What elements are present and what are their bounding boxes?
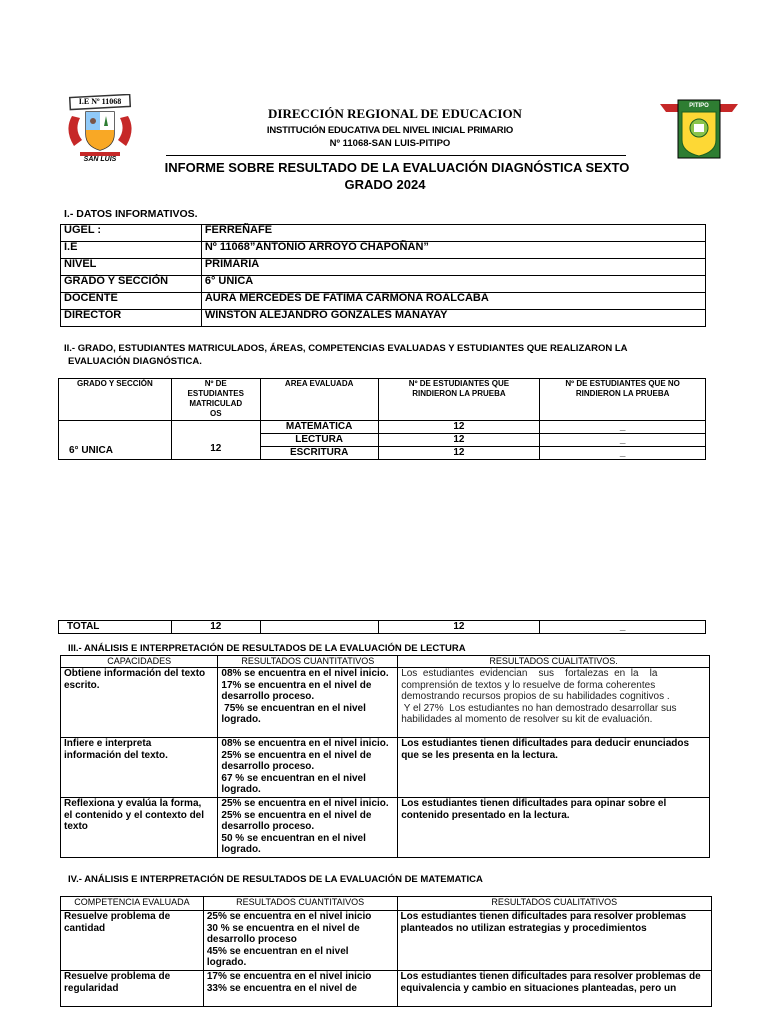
mate-cualitativo-2 — [397, 971, 711, 1007]
cell-grado: 6° UNICA — [59, 421, 172, 460]
mate-cuantitativo-1 — [203, 911, 397, 971]
section1-heading: I.- DATOS INFORMATIVOS. — [64, 208, 198, 220]
total-rindieron: 12 — [378, 621, 540, 634]
lectura-cuant-1-line1: 08% se encuentra en el nivel inicio. — [221, 668, 389, 679]
matricula-table — [58, 378, 706, 460]
lectura-cual-2-line1: Los estudiantes tienen dificultades para deducir enunciados — [401, 738, 690, 749]
datos-label-ie: I.E — [61, 242, 202, 259]
lectura-cuantitativo-1 — [218, 668, 398, 738]
lectura-cuant-2-line4: 67 % se encuentran en el nivel — [221, 772, 366, 784]
lectura-cuant-2-line1: 08% se encuentra en el nivel inicio. — [221, 738, 389, 749]
mate-cuantitativo-2 — [203, 971, 397, 1007]
report-title-line1: INFORME SOBRE RESULTADO DE LA EVALUACIÓN DIAGNÓSTICA SEXTO — [164, 160, 630, 175]
lectura-cuant-3-line2: 25% se encuentra en el nivel de — [221, 809, 372, 821]
mate-cual-2-line1: Los estudiantes tienen dificultades para resolver problemas de — [400, 971, 701, 982]
logo-left-caption: SAN LUIS — [83, 156, 117, 163]
mate-cuant-1-line5: logrado. — [206, 957, 247, 968]
total-no-rindieron: _ — [540, 621, 706, 634]
lectura-cuant-1-line3: desarrollo proceso. — [221, 691, 315, 702]
lectura-cualitativo-2 — [398, 738, 710, 798]
col-matriculados-line3: MATRICULAD — [189, 399, 243, 408]
mate-cuant-2-line1: 17% se encuentra en el nivel inicio — [206, 971, 372, 982]
cell-rindieron-lectura: 12 — [378, 434, 540, 447]
lectura-cual-1-line5: habilidades al momento de resolver su kit de evaluación. — [401, 714, 653, 725]
lectura-cual-3-line2: contenido presentado en la lectura. — [401, 809, 570, 821]
col-matriculados — [171, 379, 260, 421]
mate-cuant-1-line2: 30 % se encuentra en el nivel de — [206, 922, 360, 934]
lectura-capacidad-3-line2: el contenido y el contexto del — [64, 809, 205, 821]
cell-no-rindieron-lectura: _ — [540, 434, 706, 447]
mate-competencia-1-line2: cantidad — [64, 922, 106, 934]
mate-competencia-1 — [61, 911, 204, 971]
lectura-capacidad-3-line3: texto — [64, 821, 88, 832]
mate-cual-1-line1: Los estudiantes tienen dificultades para resolver problemas — [400, 911, 687, 922]
col-no-rindieron-line2: RINDIERON LA PRUEBA — [575, 389, 670, 398]
cell-rindieron-escritura: 12 — [378, 447, 540, 460]
lectura-cuant-3-line5: logrado. — [221, 844, 261, 855]
datos-label-docente: DOCENTE — [61, 293, 202, 310]
lectura-cual-1-line1: Los estudiantes evidencian sus fortalezas en la la — [401, 668, 658, 679]
mate-cualitativo-1 — [397, 911, 711, 971]
report-title-line2: GRADO 2024 — [344, 177, 426, 192]
cell-area-lectura: LECTURA — [260, 434, 378, 447]
lectura-cuantitativo-3 — [218, 798, 398, 858]
mate-competencia-2-line2: regularidad — [64, 982, 119, 994]
datos-value-grado: 6° UNICA — [201, 276, 705, 293]
lectura-cuantitativo-2 — [218, 738, 398, 798]
school-logo-right — [660, 90, 738, 160]
lectura-cualitativo-3 — [398, 798, 710, 858]
mate-cuant-2-line2: 33% se encuentra en el nivel de — [206, 982, 357, 994]
lectura-capacidad-3 — [61, 798, 218, 858]
lectura-col-capacidades: CAPACIDADES — [61, 656, 218, 668]
lectura-cuant-3-line3: desarrollo proceso. — [221, 821, 315, 832]
lectura-capacidad-1 — [61, 668, 218, 738]
col-rindieron — [378, 379, 540, 421]
mate-col-cuantitativos: RESULTADOS CUANTITAIVOS — [203, 897, 397, 911]
mate-competencia-2-line1: Resuelve problema de — [64, 971, 171, 982]
lectura-cual-1-line2: comprensión de textos y lo resuelve de forma coherentes — [401, 679, 656, 691]
total-row-table — [58, 620, 706, 634]
lectura-cual-2-line2: que se les presenta en la lectura. — [401, 749, 558, 761]
datos-value-docente: AURA MERCEDES DE FATIMA CARMONA ROALCABA — [201, 293, 705, 310]
datos-value-ugel: FERREÑAFE — [201, 225, 705, 242]
datos-label-director: DIRECTOR — [61, 310, 202, 327]
lectura-cuant-2-line2: 25% se encuentra en el nivel de — [221, 749, 372, 761]
col-matriculados-line2: ESTUDIANTES — [187, 389, 244, 398]
lectura-cual-1-line3: demostrando recursos propios de su habilidades cognitivos . — [401, 691, 670, 702]
datos-informativos-table — [60, 224, 706, 327]
mate-competencia-1-line1: Resuelve problema de — [64, 911, 171, 922]
mate-cuant-1-line1: 25% se encuentra en el nivel inicio — [206, 911, 372, 922]
lectura-cualitativo-1 — [398, 668, 710, 738]
lectura-capacidad-3-line1: Reflexiona y evalúa la forma, — [64, 798, 202, 809]
cell-no-rindieron-escritura: _ — [540, 447, 706, 460]
lectura-capacidad-1-line1: Obtiene información del texto — [64, 668, 206, 679]
lectura-capacidad-2-line1: Infiere e interpreta — [64, 738, 152, 749]
mate-cual-1-line2: planteados no utilizan estrategias y procedimientos — [400, 922, 647, 934]
mate-cuant-1-line3: desarrollo proceso — [206, 934, 297, 945]
matematica-table — [60, 896, 712, 1007]
col-rindieron-line1: Nº DE ESTUDIANTES QUE — [408, 379, 510, 388]
total-label: TOTAL — [59, 621, 172, 634]
cell-rindieron-matematica: 12 — [378, 421, 540, 434]
datos-value-nivel: PRIMARIA — [201, 259, 705, 276]
mate-cuant-1-line4: 45% se encuentran en el nivel — [206, 945, 349, 957]
lectura-capacidad-2 — [61, 738, 218, 798]
section2-heading-line2: EVALUACIÓN DIAGNÓSTICA. — [68, 356, 202, 367]
lectura-col-cuantitativos: RESULTADOS CUANTITATIVOS — [218, 656, 398, 668]
lectura-cual-1-line4: Y el 27% Los estudiantes no han demostrado desarrollar sus — [401, 702, 677, 714]
cell-area-escritura: ESCRITURA — [260, 447, 378, 460]
header-divider — [166, 155, 626, 156]
lectura-col-cualitativos: RESULTADOS CUALITATIVOS. — [398, 656, 710, 668]
lectura-cuant-2-line3: desarrollo proceso. — [221, 761, 315, 772]
col-matriculados-line1: Nº DE — [204, 379, 227, 388]
header-institution: INSTITUCIÓN EDUCATIVA DEL NIVEL INICIAL PRIMARIO — [266, 125, 514, 136]
col-rindieron-line2: RINDIERON LA PRUEBA — [412, 389, 506, 398]
datos-label-grado: GRADO Y SECCIÓN — [61, 276, 202, 293]
lectura-cuant-2-line5: logrado. — [221, 784, 261, 795]
datos-value-director: WINSTON ALEJANDRO GONZALES MANAYAY — [201, 310, 705, 327]
section2-heading-line1: II.- GRADO, ESTUDIANTES MATRICULADOS, ÁREAS, COMPETENCIAS EVALUADAS Y ESTUDIANTES QUE REALIZARON LA — [64, 343, 628, 354]
lectura-cuant-1-line5: logrado. — [221, 714, 261, 725]
datos-label-ugel: UGEL : — [61, 225, 202, 242]
section3-heading: III.- ANÁLISIS E INTERPRETACIÓN DE RESULTADOS DE LA EVALUACIÓN DE LECTURA — [68, 643, 466, 654]
lectura-cuant-3-line4: 50 % se encuentran en el nivel — [221, 832, 366, 844]
mate-col-cualitativos: RESULTADOS CUALITATIVOS — [397, 897, 711, 911]
lectura-cuant-3-line1: 25% se encuentra en el nivel inicio. — [221, 798, 389, 809]
mate-col-competencia: COMPETENCIA EVALUADA — [61, 897, 204, 911]
cell-no-rindieron-matematica: _ — [540, 421, 706, 434]
lectura-cuant-1-line4: 75% se encuentran en el nivel — [221, 702, 366, 714]
total-matriculados: 12 — [171, 621, 260, 634]
logo-left-text: I.E Nº 11068 — [78, 97, 122, 106]
col-grado-seccion: GRADO Y SECCIÓN — [59, 379, 172, 421]
header-title: DIRECCIÓN REGIONAL DE EDUCACION — [268, 106, 522, 121]
mate-competencia-2 — [61, 971, 204, 1007]
col-area-evaluada: AREA EVALUADA — [260, 379, 378, 421]
cell-matriculados: 12 — [171, 421, 260, 460]
school-logo-left — [62, 94, 138, 166]
mate-cual-2-line2: equivalencia y cambio en situaciones planteadas, pero un — [400, 982, 677, 994]
lectura-capacidad-1-line2: escrito. — [64, 679, 100, 691]
lectura-cuant-1-line2: 17% se encuentra en el nivel de — [221, 679, 372, 691]
datos-label-nivel: NIVEL — [61, 259, 202, 276]
lectura-capacidad-2-line2: información del texto. — [64, 749, 168, 761]
col-matriculados-line4: OS — [209, 409, 222, 418]
cell-area-matematica: MATEMÁTICA — [260, 421, 378, 434]
header-school-code: Nº 11068-SAN LUIS-PITIPO — [329, 138, 451, 149]
col-no-rindieron-line1: Nº DE ESTUDIANTES QUE NO — [565, 379, 680, 388]
lectura-table — [60, 655, 710, 858]
col-no-rindieron — [540, 379, 706, 421]
total-area-empty — [260, 621, 378, 634]
datos-value-ie: Nº 11068”ANTONIO ARROYO CHAPOÑAN” — [201, 242, 705, 259]
section4-heading: IV.- ANÁLISIS E INTERPRETACIÓN DE RESULTADOS DE LA EVALUACIÓN DE MATEMATICA — [68, 874, 483, 885]
lectura-cual-3-line1: Los estudiantes tienen dificultades para opinar sobre el — [401, 798, 667, 809]
logo-right-text: PITIPO — [689, 103, 709, 109]
